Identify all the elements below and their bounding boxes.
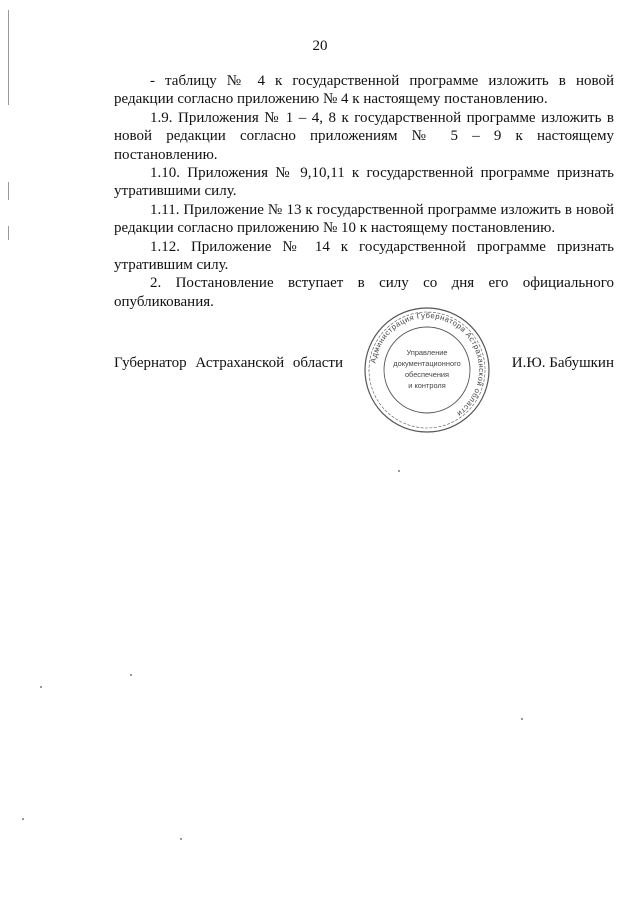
signatory-name: И.Ю. Бабушкин xyxy=(511,355,614,371)
page-number: 20 xyxy=(312,38,328,54)
scan-speck xyxy=(40,686,42,688)
scan-speck xyxy=(398,470,400,472)
paragraph-1-12: 1.12. Приложение № 14 к государственной программе признать утратившим силу. xyxy=(114,238,614,274)
paragraph-table-4: - таблицу № 4 к государственной программе изложить в новой редакции согласно приложению № 4 к настоящему постановлению. xyxy=(114,73,614,108)
paragraph-1-9: 1.9. Приложения № 1 – 4, 8 к государственной программе изложить в новой редакции согласно приложениям № 5 – 9 к настоящему постановлению. xyxy=(114,109,614,163)
scan-speck xyxy=(180,838,182,840)
scan-edge-line xyxy=(8,226,9,240)
paragraph-2: 2. Постановление вступает в силу со дня его официального опубликования. xyxy=(114,275,614,310)
paragraph-1-10: 1.10. Приложения № 9,10,11 к государственной программе признать утратившими силу. xyxy=(114,165,614,200)
seal-center-line: и контроля xyxy=(408,381,446,390)
scan-speck xyxy=(521,718,523,720)
document-body xyxy=(114,72,614,311)
seal-center-line: обеспечения xyxy=(404,370,450,379)
seal-center-line: Управление xyxy=(406,348,448,357)
paragraph-1-11: 1.11. Приложение № 13 к государственной программе изложить в новой редакции согласно приложению № 10 к настоящему постановлению. xyxy=(114,201,614,237)
scan-edge-line xyxy=(8,182,9,200)
signatory-title: Губернатор Астраханской области xyxy=(114,355,344,371)
scan-edge-line xyxy=(8,10,9,105)
official-seal-stamp xyxy=(362,305,492,435)
seal-ring-text: Администрация Губернатора Астраханской области xyxy=(368,310,487,419)
seal-center-line: документационного xyxy=(393,359,461,368)
scan-speck xyxy=(22,818,24,820)
scan-speck xyxy=(130,674,132,676)
